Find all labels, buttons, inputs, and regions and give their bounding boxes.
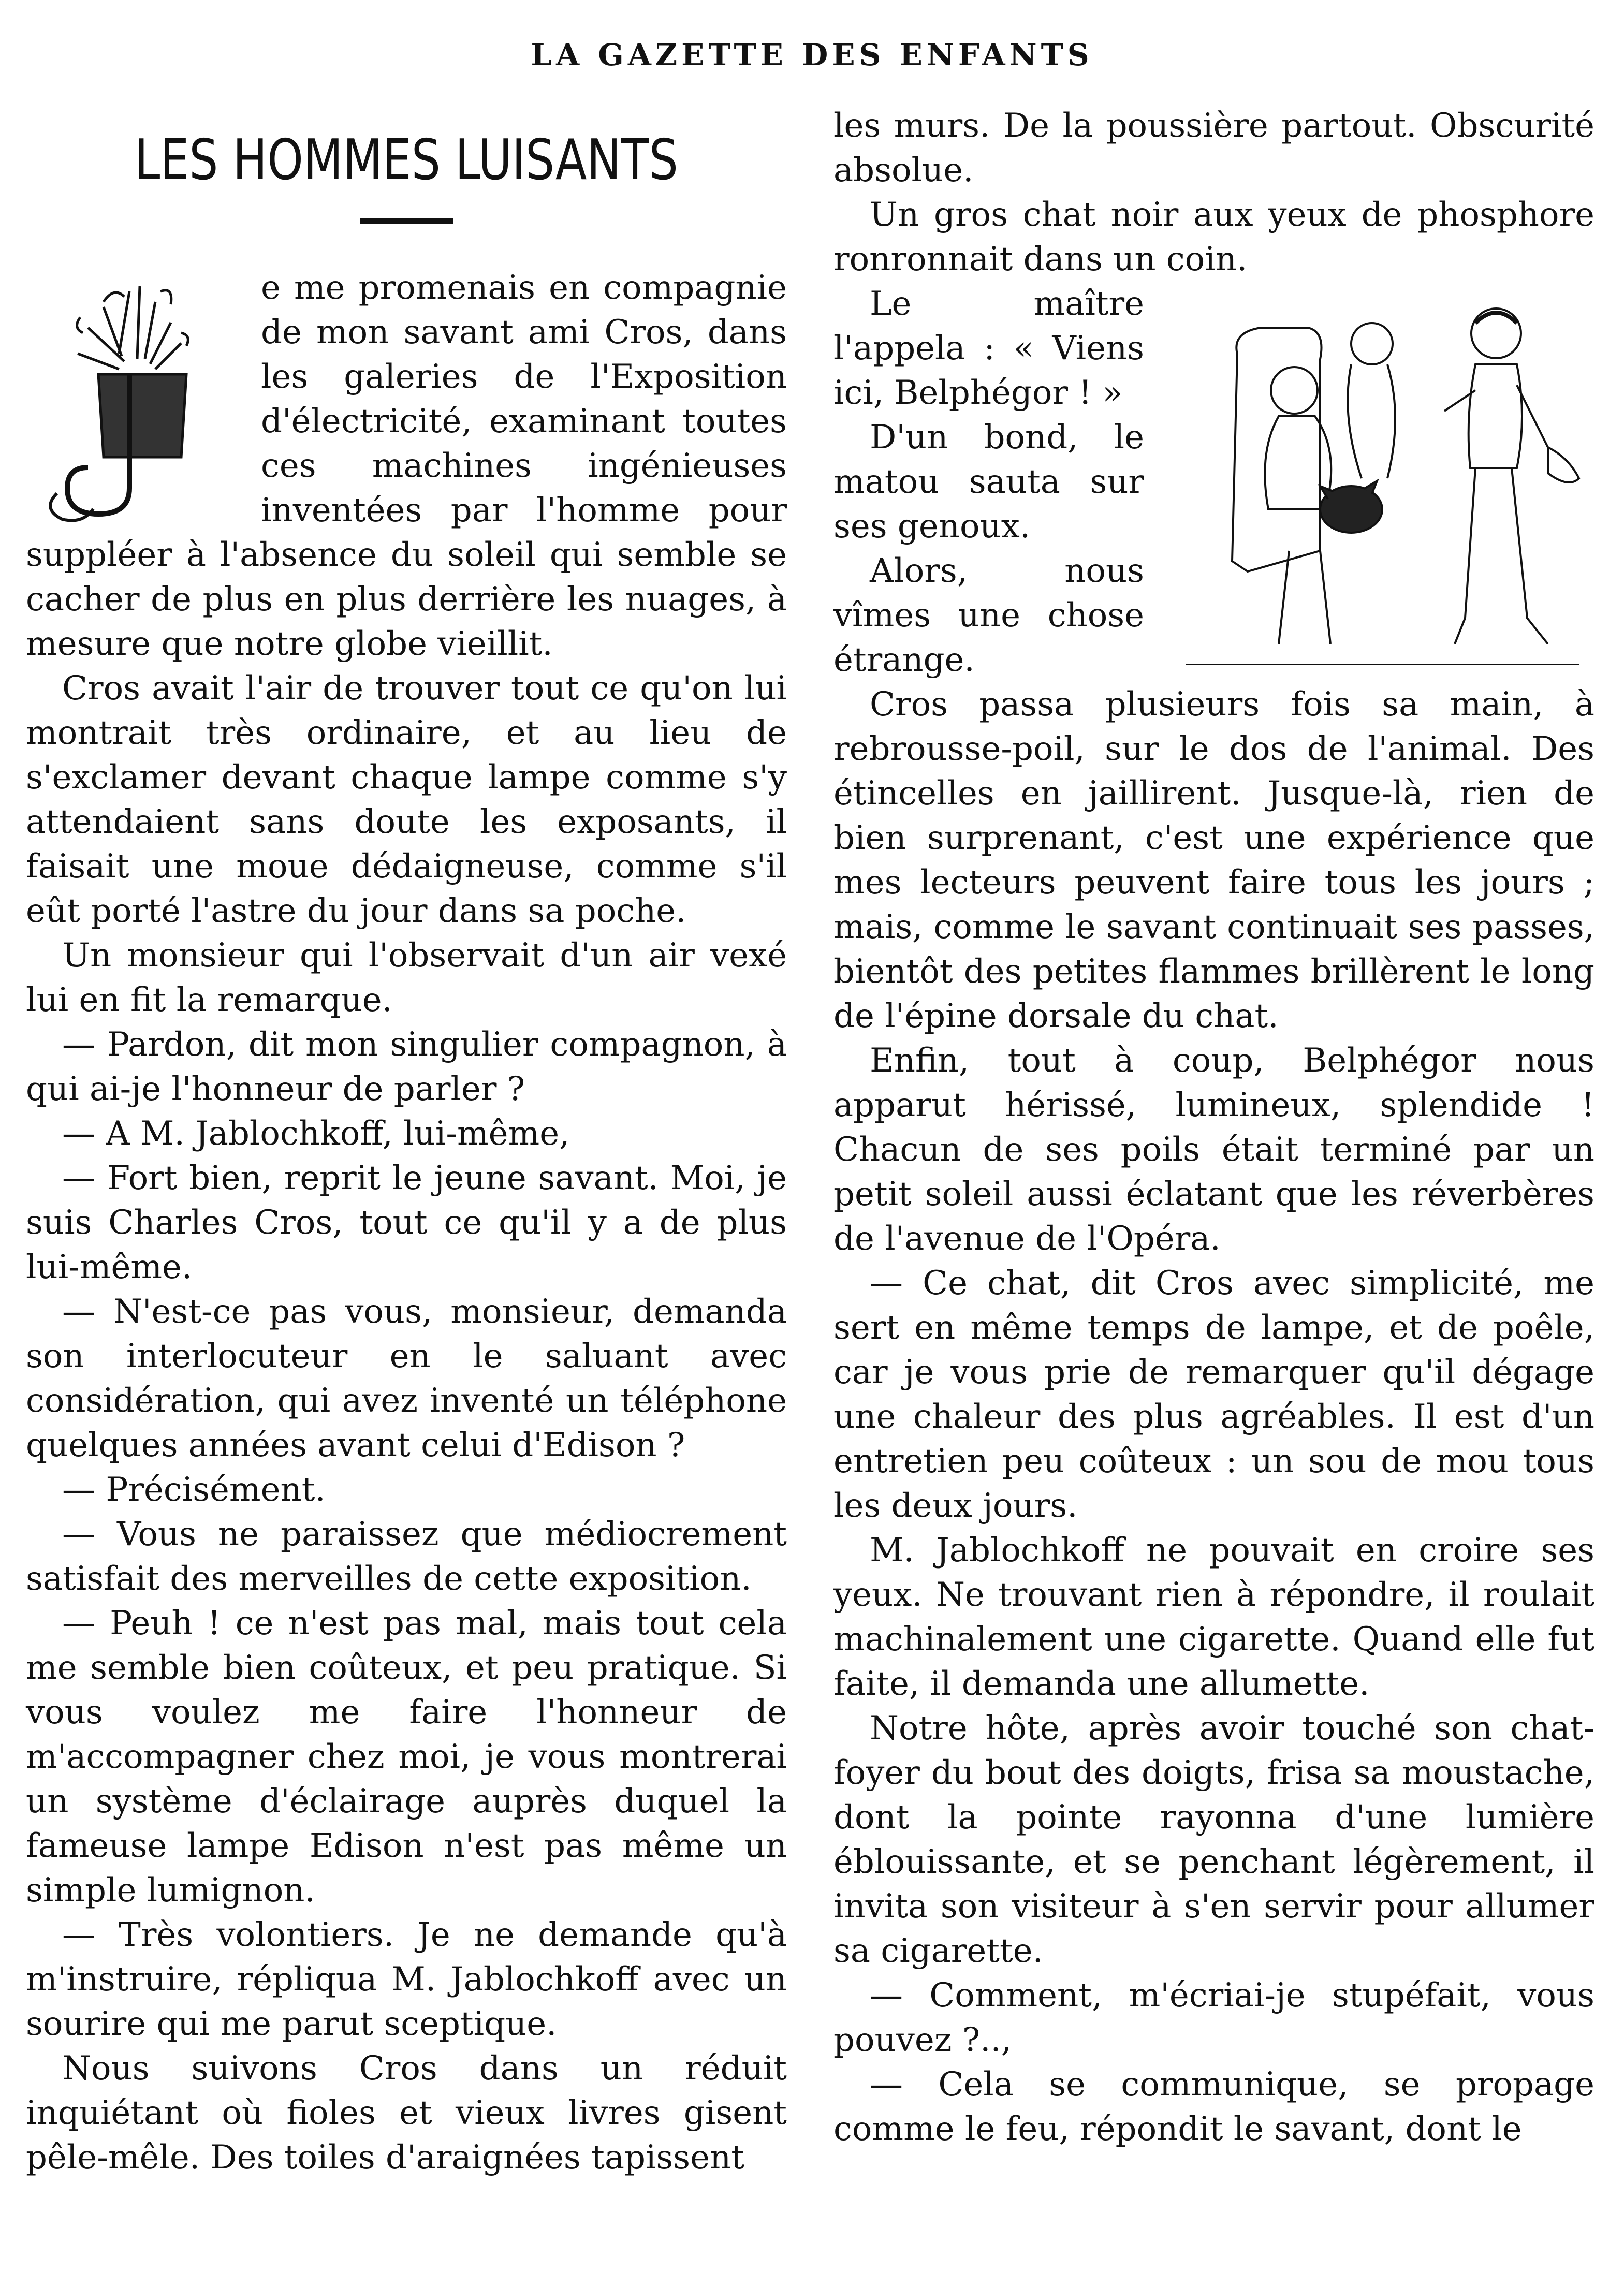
dialogue-line: — N'est-ce pas vous, monsieur, demanda son interlocuteur en le saluant avec considération, qui avez inventé un téléphone quelques années avant celui d'Edison ? (26, 1293, 787, 1464)
left-column (26, 101, 787, 2180)
dropcap-illustration (26, 271, 248, 530)
paragraph: Un monsieur qui l'observait d'un air vexé lui en fit la remarque. (26, 936, 787, 1019)
dialogue-line: — Cela se communique, se propage comme le feu, répondit le savant, dont le (833, 2065, 1594, 2148)
paragraph: e me promenais en compagnie de mon savant ami Cros, dans les galeries de l'Exposition d'électricité, examinant toutes ces machines ingénieuses inventées par l'homme pour suppléer à l'absence du soleil qui semble se cacher de plus en plus derrière les nuages, à mesure que notre globe vieillit. (26, 269, 787, 663)
dialogue-line: — Très volontiers. Je ne demande qu'à m'instruire, répliqua M. Jablochkoff avec un sourire qui me parut sceptique. (26, 1916, 787, 2043)
dialogue-line: — Pardon, dit mon singulier compagnon, à qui ai-je l'honneur de parler ? (26, 1025, 787, 1108)
paragraph: Notre hôte, après avoir touché son chat-foyer du bout des doigts, frisa sa moustache, dont la pointe rayonna d'une lumière éblouissante, et se penchant légèrement, il invita son visiteur à s'en servir pour allumer sa cigarette. (833, 1709, 1594, 1970)
dialogue-line: — A M. Jablochkoff, lui-même, (62, 1115, 570, 1153)
dialogue-line: — Fort bien, reprit le jeune savant. Moi, je suis Charles Cros, tout ce qu'il y a de plus lui-même. (26, 1159, 787, 1286)
paragraph: D'un bond, le matou sauta sur ses genoux. (833, 418, 1144, 546)
paragraph: Cros passa plusieurs fois sa main, à rebrousse-poil, sur le dos de l'animal. Des étincelles en jaillirent. Jusque-là, rien de bien surprenant, c'est une expérience que mes lecteurs peuvent faire tous les jours ; mais, comme le savant continuait ses passes, bientôt des petites flammes brillèrent le long de l'épine dorsale du chat. (833, 685, 1594, 1035)
right-column (833, 104, 1594, 2151)
dialogue-line: — Ce chat, dit Cros avec simplicité, me sert en même temps de lampe, et de poêle, car je vous prie de remarquer qu'il dégage une chaleur des plus agréables. Il est d'un entretien peu coûteux : un sou de mou tous les deux jours. (833, 1264, 1594, 1525)
dialogue-line: — Comment, m'écriai-je stupéfait, vous pouvez ?.., (833, 1976, 1594, 2059)
paragraph: M. Jablochkoff ne pouvait en croire ses yeux. Ne trouvant rien à répondre, il roulait machinalement une cigarette. Quand elle fut faite, il demanda une allumette. (833, 1531, 1594, 1703)
paragraph: les murs. De la poussière partout. Obscurité absolue. (833, 107, 1594, 189)
running-header: LA GAZETTE DES ENFANTS (531, 37, 1093, 72)
paragraph: Nous suivons Cros dans un réduit inquiétant où fioles et vieux livres gisent pêle-mêle. Des toiles d'araignées tapissent (26, 2049, 787, 2177)
dialogue-line: — Précisément. (62, 1471, 326, 1509)
dialogue-line: — Peuh ! ce n'est pas mal, mais tout cela me semble bien coûteux, et peu pratique. Si vous voulez me faire l'honneur de m'accompagner chez moi, je vous montrerai un système d'éclairage auprès duquel la fameuse lampe Edison n'est pas même un simple lumignon. (26, 1604, 787, 1910)
dialogue-line: Le maître l'appela : « Viens ici, Belphégor ! » (833, 285, 1144, 412)
dialogue-line: — Vous ne paraissez que médiocrement satisfait des merveilles de cette exposition. (26, 1515, 787, 1598)
article-title: LES HOMMES LUISANTS (135, 128, 678, 193)
scientist-and-cat-icon (1154, 282, 1594, 680)
paragraph: Cros avait l'air de trouver tout ce qu'on lui montrait très ordinaire, et au lieu de s'exclamer devant chaque lampe comme s'y attendaient sans doute les exposants, il faisait une moue dédaigneuse, comme s'il eût porté l'astre du jour dans sa poche. (26, 669, 787, 930)
title-divider (360, 218, 453, 224)
paragraph: Enfin, tout à coup, Belphégor nous apparut hérissé, lumineux, splendide ! Chacun de ses poils était terminé par un petit soleil aussi éclatant que les réverbères de l'avenue de l'Opéra. (833, 1042, 1594, 1258)
engraving-illustration (1154, 282, 1594, 680)
ornamental-j-icon (26, 271, 248, 530)
paragraph: Alors, nous vîmes une chose étrange. (833, 552, 1144, 679)
paragraph: Un gros chat noir aux yeux de phosphore ronronnait dans un coin. (833, 196, 1594, 278)
